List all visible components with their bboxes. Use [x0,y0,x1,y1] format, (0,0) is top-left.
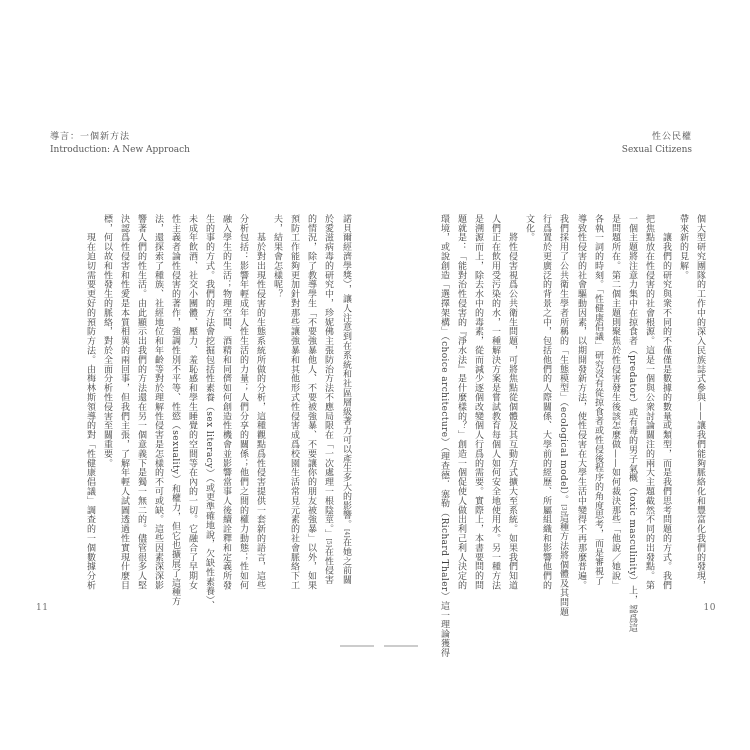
text-column: 未成年飲酒、社交小團體、壓力、羞恥感和學生睡覺的空間等在內的一切。它融合了早期女 [187,214,197,590]
text-column: 生的事的方式。我們的方法會挖掘包括性素養（sex literacy）（或更準確地說，欠缺性素養）、 [204,214,214,610]
text-column: 是問題所在。第二個主題則聚焦於性侵害發生後該怎麼做——如何裁決那些「他說／她說」 [610,214,620,590]
book-title-en: Sexual Citizens [621,145,692,155]
text-column: 現在迫切需要更好的預防方法。由梅林斯領導的對「性健康倡議」調查的一個數據分析 [85,214,95,590]
text-column: 各執一詞的時刻。「性健康倡議」研究沒有從掠食者或性侵後程序的角度思考，而是審視了 [593,214,603,586]
page-right-text-block [436,214,708,658]
text-column: 行爲置於更廣泛的背景之中，包括他們的人際關係、大學前的經歷、所屬組織和影響他們的 [541,214,551,590]
text-column: 響著人們的性生活。由此顯示出我們的方法還在另一個意義下是獨一無二的。儘管很多人堅 [136,214,146,590]
text-column: 帶來新的見解。 [678,214,688,280]
text-column: 讓我們的研究與衆不同的不僅僅是數據的數量或類型，而是我們思考問題的方式。我們 [661,214,671,590]
text-column: 我們採用了公共衛生學者所稱的「生態模型」（ecological model）。[3]這種方法將個體及其問題 [558,214,568,617]
text-column: 將性侵害視爲公共衛生問題，可將焦點從個體及其互動方式擴大至系統。如果我們知道 [507,214,517,590]
text-column: 融入學生的生活；物理空間、酒精和同儕如何創造性機會並影響當事人後續詮釋和定義所發 [221,214,231,590]
text-column: 於愛滋病毒的研究中，珍妮佛主張防治方法不應局限在「一次處理一根陰莖。」[5]在性侵害 [323,214,333,585]
text-column: 決認爲性侵害和性愛是本質相異的兩回事，但我們主張，了解年輕人試圖透過性實現什麼目 [119,214,129,590]
book-title-cn: 性公民權 [651,132,692,142]
page-number-left: 11 [36,603,49,613]
text-column: 把焦點放在性侵害的社會根源。這是一個與公衆討論關注的兩大主題截然不同的出發點。第 [644,214,654,590]
dash-mark [384,645,418,647]
text-column: 性主義者論性侵害的著作，強調性別不平等、性慾（sexuality）和權力，但它也擴展了這種方 [170,214,180,607]
text-column: 夫，結果會怎樣呢？ [272,214,282,299]
text-column: 題就是：「能對治性侵害的『淨水法』是什麼樣的？」創造一個促使人做出利己利人決定的 [456,214,466,590]
text-column: 分析包括：影響年輕成年人性生活的力量；人們分享的關係；他們之間的權力動態；性如何 [238,214,248,590]
page-left-text-block [83,214,355,608]
text-column: 個大型研究團隊的工作中的深入民族誌式參與——讓我們能夠脈絡化和豐富化我們的發現， [695,214,705,590]
text-column: 預防工作能夠更加針對那些讓強暴和其他形式性侵害成爲校園生活常見元素的社會脈絡下工 [289,214,299,590]
running-head-left [50,130,190,157]
chapter-title-en: Introduction: A New Approach [50,145,190,155]
text-column: 環境，或說創造「選擇架構」（choice architecture）（理查德．塞勒（Richard Thaler）這一理論獲得 [439,214,449,658]
running-head-right [622,130,692,157]
text-column: 人們正在飲用受污染的水，一種解決方案是嘗試教育每個人如何安全地使用水。另一種方法 [490,214,500,590]
text-column: 基於對出現性侵害的生態系統所做的分析，這種觀點爲性侵害提供一套新的語言，這些 [255,214,265,590]
text-column: 諾貝爾經濟學獎），讓人注意到在系統和社區層級著力可以產生多大的影響。[4]在她之前關 [341,214,351,585]
dash-mark [340,645,374,647]
text-column: 導致性侵害的社會驅動因素，以期開發新方法，使性侵害在大學生活中變得不再那麼普遍。 [576,214,586,590]
text-column: 法，還探索了種族、社經地位和年齡等對於理解性侵害是怎樣的不可或缺。這些因素深深影 [153,214,163,590]
text-column: 文化。 [524,214,534,243]
text-column: 一個主題將注意力集中在掠食者（predator）或有毒的男子氣概（toxic masculinity）上，認爲這 [627,214,637,633]
page-number-right: 10 [703,603,716,613]
bottom-dash-marks [340,645,420,647]
text-column: 的情況，除了教導學生「不要強暴他人、不要被強暴、不要讓你的朋友被強暴」以外，如果 [306,214,316,590]
text-column: 是溯源而上，除去水中的毒素，從而減少逐個改變個人行爲的需要。實際上，本書要問的問 [473,214,483,590]
chapter-title-cn: 導言：一個新方法 [50,132,131,142]
text-column: 標，何以故和性發生的脈絡，對於全面分析性侵害至關重要。 [102,214,112,468]
